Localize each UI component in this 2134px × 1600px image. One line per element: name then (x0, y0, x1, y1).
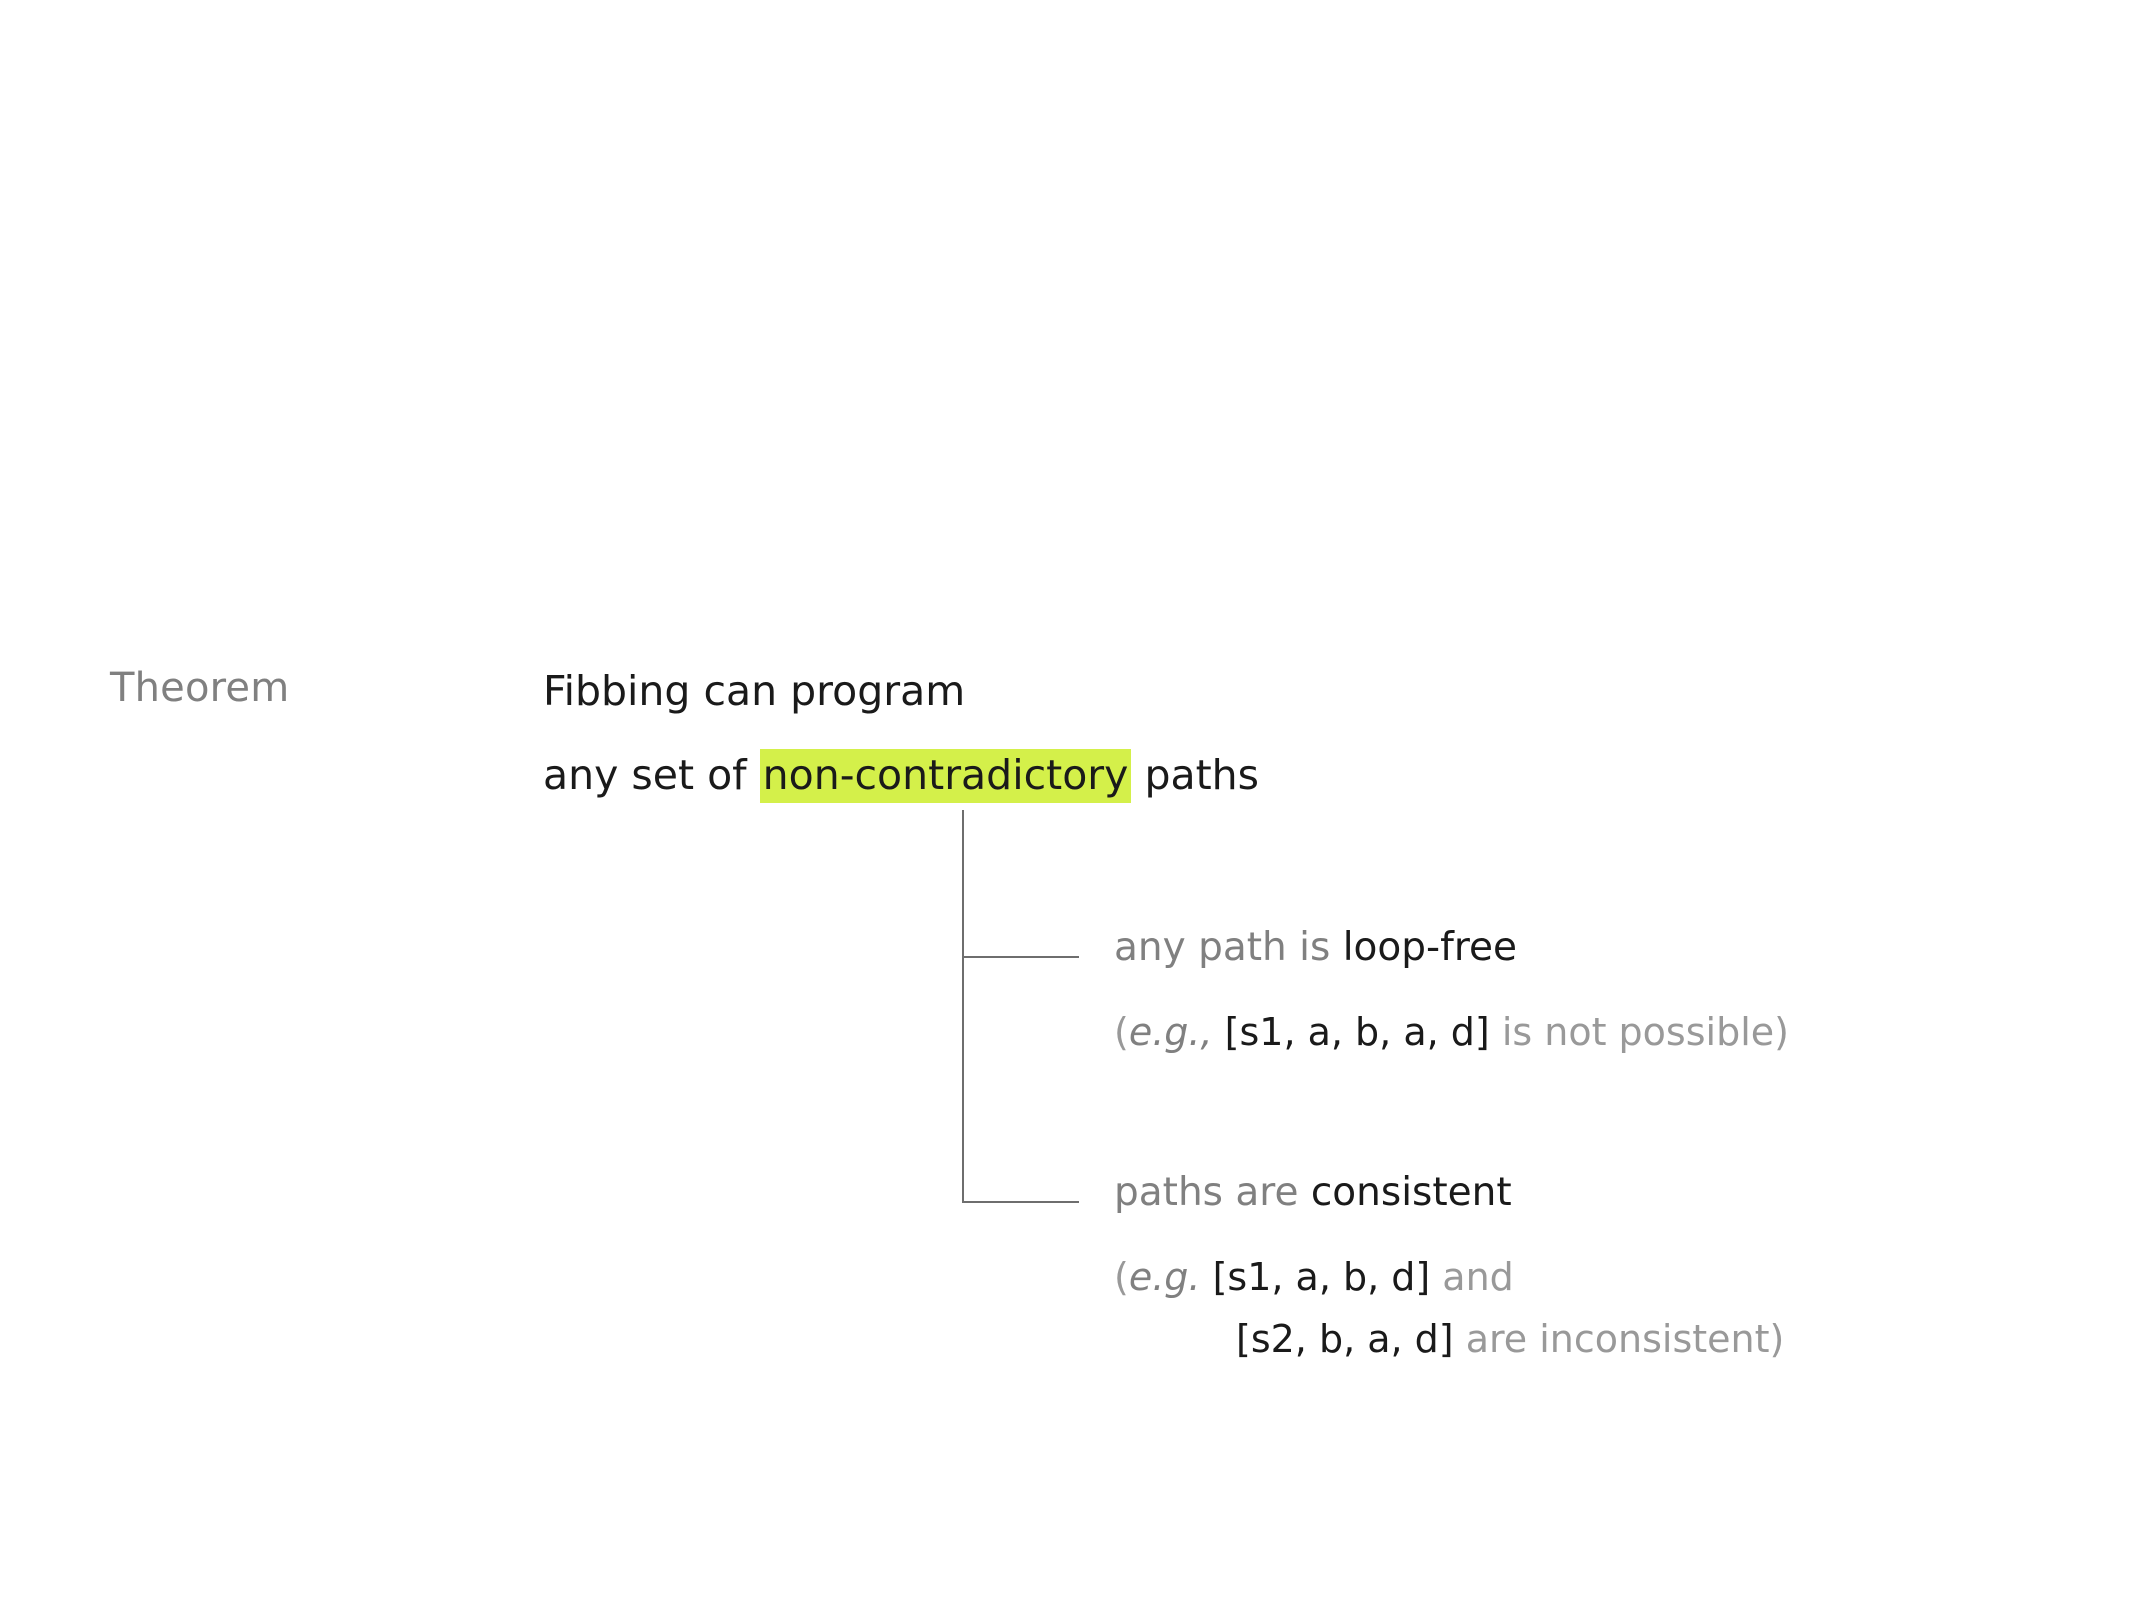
statement-line-2-suffix: paths (1131, 750, 1260, 799)
branch-1-heading-strong: loop-free (1342, 925, 1517, 970)
theorem-statement (543, 660, 1259, 807)
branch-1-example-open: ( (1114, 1010, 1129, 1054)
statement-line-2 (543, 744, 1259, 808)
branch-2-example (1114, 1255, 1784, 1361)
connector-branch-line-2 (962, 1201, 1079, 1203)
branch-1-example (1114, 1010, 1789, 1054)
branch-1-heading-prefix: any path is (1114, 925, 1343, 970)
branch-2-heading-strong: consistent (1310, 1170, 1512, 1215)
branch-2-heading (1114, 1170, 1784, 1215)
connector-branch-line-1 (962, 956, 1079, 958)
theorem-label: Theorem (110, 665, 290, 711)
branch-1-example-tail: is not possible) (1501, 1010, 1789, 1054)
branch-2-example-italic: e.g. (1128, 1255, 1201, 1299)
branch-2-example-path-1: [s1, a, b, d] (1200, 1255, 1443, 1299)
highlighted-term: non-contradictory (760, 749, 1132, 803)
branch-1-example-italic: e.g., (1128, 1010, 1213, 1054)
statement-line-1: Fibbing can program (543, 667, 966, 715)
branch-2-heading-prefix: paths are (1114, 1170, 1311, 1215)
branch-2-example-tail-1: and (1442, 1255, 1514, 1299)
branch-loop-free (1114, 925, 1789, 1054)
connector-vertical-line (962, 810, 964, 1203)
statement-line-2-prefix: any set of (543, 750, 760, 799)
branch-2-example-open: ( (1114, 1255, 1129, 1299)
branch-2-example-second-line (1114, 1317, 1784, 1361)
branch-2-example-path-2: [s2, b, a, d] (1236, 1317, 1466, 1361)
branch-2-example-tail-2: are inconsistent) (1465, 1317, 1785, 1361)
branch-consistent (1114, 1170, 1784, 1361)
branch-1-example-path: [s1, a, b, a, d] (1212, 1010, 1502, 1054)
branch-1-heading (1114, 925, 1789, 970)
